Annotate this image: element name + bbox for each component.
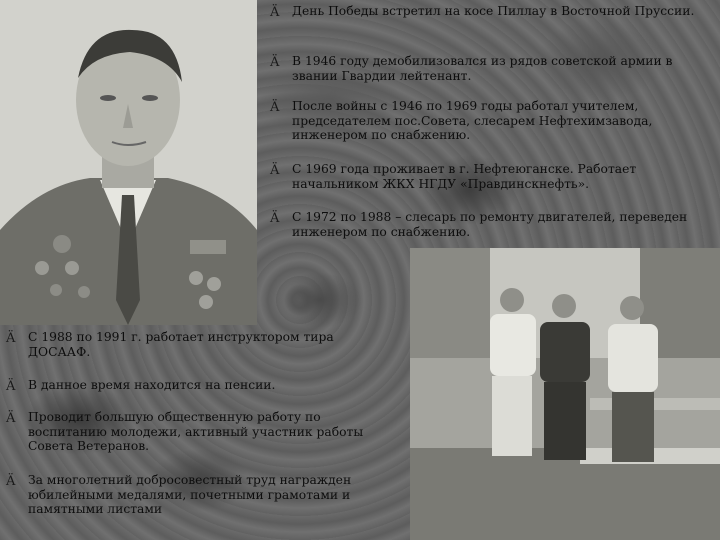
bullet-text: С 1969 года проживает в г. Нефтеюганске. Работает начальником ЖКХ НГДУ «Правдинскнефть». (292, 162, 637, 191)
bullet-icon: Ä (270, 163, 280, 178)
bullet-item (270, 210, 710, 239)
bullet-item (6, 378, 386, 394)
bullet-icon: Ä (270, 55, 280, 70)
bullet-icon: Ä (270, 211, 280, 226)
bullet-icon: Ä (6, 474, 16, 489)
bullet-icon: Ä (6, 411, 16, 426)
bullet-item (270, 54, 710, 83)
bullet-text: В 1946 году демобилизовался из рядов советской армии в звании Гвардии лейтенант. (292, 54, 673, 83)
bullet-icon: Ä (6, 331, 16, 346)
bullet-text: За многолетний добросовестный труд награжден юбилейными медалями, почетными грамотами и памятными листами (28, 473, 352, 516)
bullet-text: После войны с 1946 по 1969 годы работал учителем, председателем пос.Совета, слесарем Нефтехимзавода, инженером по снабжению. (292, 99, 653, 142)
bullet-item (6, 410, 386, 454)
bullet-text: С 1972 по 1988 – слесарь по ремонту двигателей, переведен инженером по снабжению. (292, 210, 688, 239)
bullet-item (270, 99, 710, 143)
bullet-text: Проводит большую общественную работу по воспитанию молодежи, активный участник работы Совета Ветеранов. (28, 410, 364, 453)
bullet-item (6, 330, 386, 359)
bullet-item (270, 162, 710, 191)
bullet-text: В данное время находится на пенсии. (28, 378, 276, 392)
bullet-item (270, 4, 710, 20)
portrait-photo (0, 0, 257, 325)
bullet-text: С 1988 по 1991 г. работает инструктором тира ДОСААФ. (28, 330, 334, 359)
bullet-item (6, 473, 396, 517)
bullet-text: День Победы встретил на косе Пиллау в Восточной Пруссии. (292, 4, 695, 18)
bullet-icon: Ä (270, 5, 280, 20)
bullet-icon: Ä (270, 100, 280, 115)
bullet-icon: Ä (6, 379, 16, 394)
group-photo (410, 248, 720, 540)
